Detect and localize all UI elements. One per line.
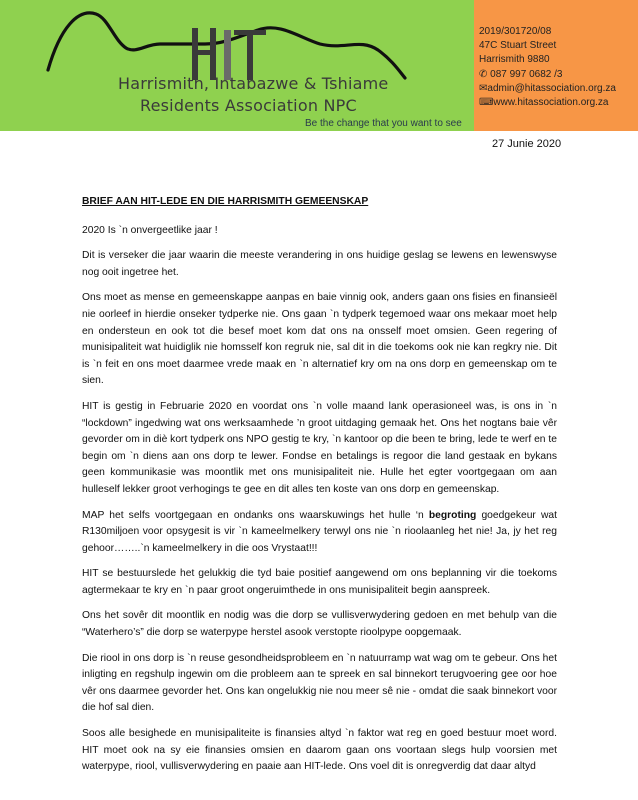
paragraph-6: HIT se bestuurslede het gelukkig die tyd baie positief aangewend om ons beplanning vir die toekoms agtermekaar te kry en `n paar groot ongeruimthede in ons munisipaliteit begin aanspreek.: [82, 568, 557, 596]
street-address: 47C Stuart Street: [479, 40, 557, 52]
letter-date: 27 Junie 2020: [492, 138, 562, 150]
paragraph-9: Soos alle besighede en munisipaliteite is finansies altyd `n faktor wat reg en goed bestuur moet word. HIT moet ook na sy eie finansies omsien en daarom gaan ons voortaan slegs hulp voorsien met waterpype, riool, vullisverwydering en paaie aan HIT-lede. Ons voel dit is onregverdig dat daar altyd: [82, 728, 557, 773]
paragraph-5: [82, 508, 557, 558]
org-name-line2: Residents Association NPC: [140, 96, 357, 115]
registration-number: 2019/301720/08: [479, 26, 552, 37]
letterhead: [0, 0, 638, 131]
contact-block: [479, 25, 616, 110]
paragraph-5-start: MAP het selfs voortgegaan en ondanks ons waarskuwings het hulle ‘n: [82, 509, 429, 521]
org-name-line1: Harrismith, Intabazwe & Tshiame: [118, 74, 389, 93]
phone-number: ✆ 087 997 0682 /3: [479, 68, 563, 80]
letter-body: [82, 194, 557, 785]
motto: Be the change that you want to see: [305, 118, 462, 129]
paragraph-4: HIT is gestig in Februarie 2020 en voordat ons `n volle maand lank operasioneel was, is ons in `n “lockdown” ingedwing wat ons werksaamhede ’n groot uitdaging gemaak het. Ons het nogtans baie vêr gevorder om in diè kort tydperk ons NPO gestig te kry, `n kantoor op die been te bring, lede te werf en te begin om `n diens aan ons dorp te lewer. Fondse en betalings is regoor die land gestaak en bykans geen kommunikasie was moontlik met ons munisipaliteit nie. Hulle het egter voortgegaan om aan hulleself lekker groot verhogings te gee en dit alles ten koste van ons dorp en gemeenskap.: [82, 400, 557, 495]
paragraph-8: Die riool in ons dorp is `n reuse gesondheidsprobleem en `n natuurramp wat wag om te gebeur. Ons het inligting en regshulp ingewin om die probleem aan te spreek en sal binnekort terugvoering gee oor hoe vêr ons daarmee gevorder het. Ons kan ongelukkig nie nou meer sê nie - omdat die saak binnekort voor die hof sal dien.: [82, 652, 557, 714]
paragraph-7: Ons het sovêr dit moontlik en nodig was die dorp se vullisverwydering gedoen en met behulp van die “Waterhero’s” die dorp se waterpype herstel asook verstopte rioolpype oopgemaak.: [82, 610, 557, 639]
paragraph-1: 2020 Is `n onvergeetlike jaar !: [82, 224, 218, 236]
hit-logo-letters: [192, 28, 266, 80]
paragraph-5-bold: begroting: [428, 509, 477, 521]
letter-title: BRIEF AAN HIT-LEDE EN DIE HARRISMITH GEMEENSKAP: [82, 196, 369, 207]
website-link[interactable]: ⌨www.hitassociation.org.za: [479, 97, 609, 109]
paragraph-3: Ons moet as mense en gemeenskappe aanpas en baie vinnig ook, anders gaan ons fisies en finansieël nie oorleef in hierdie onseker tydperke nie. Ons gaan `n tydperk tegemoed waar ons mekaar moet help en ondersteun en ook tot die besef moet kom dat ons na onsself moet omsien. Geen regering of munisipaliteit wat huidiglik nie homsself kon regruk nie, sal dit in die toekoms ook nie kan regkry nie. Dit is `n feit en ons moet daarmee vrede maak en `n alternatief kry om na ons dorp en gemeenskap om te sien.: [82, 292, 557, 387]
paragraph-2: Dit is verseker die jaar waarin die meeste verandering in ons huidige geslag se lewens en lewenswyse nog ooit ingetree het.: [82, 250, 557, 278]
paragraph-5-end: goedgekeur wat R130miljoen voor opsygesit is vir `n kameelmelkery terwyl ons nie `n rioolaanleg het nie! Ja, jy het reg gehoor……..`n kameelmelkery in die oos Vrystaat!!!: [82, 509, 557, 554]
email-link[interactable]: ✉admin@hitassociation.org.za: [479, 82, 616, 94]
town-postcode: Harrismith 9880: [479, 54, 550, 66]
